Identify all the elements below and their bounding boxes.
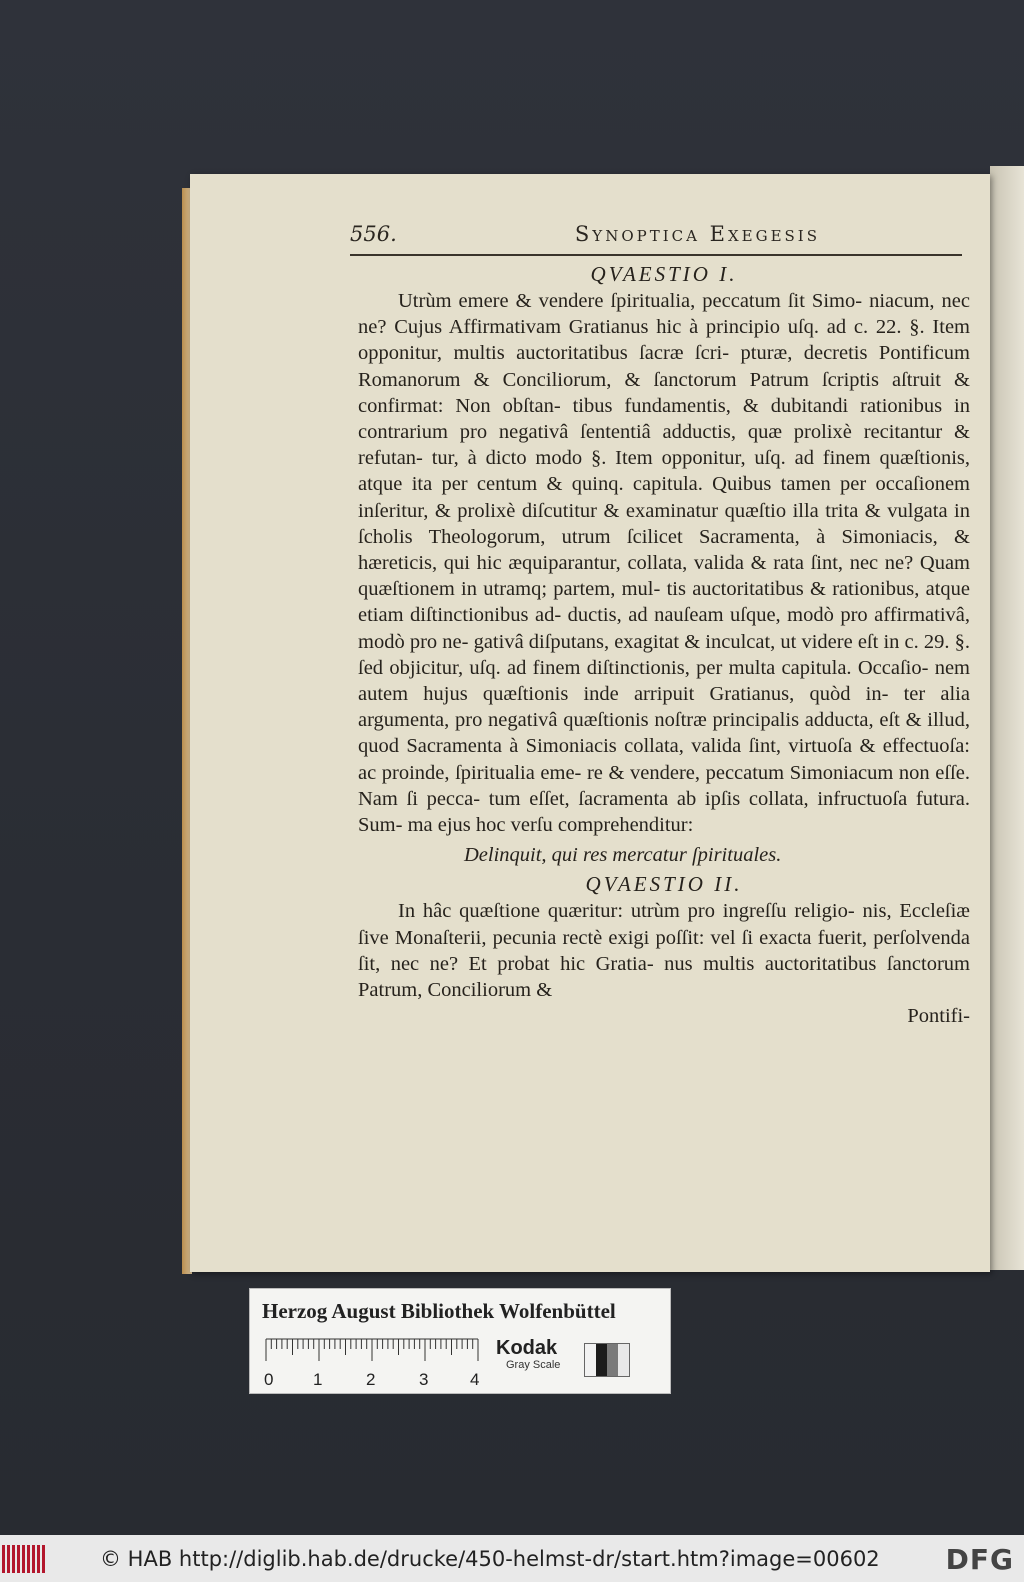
text-line: rata ſint, nec ne? Quam quæſtionem in utramq; partem, mul- — [358, 552, 971, 601]
copyright-url: © HAB http://diglib.hab.de/drucke/450-helmst-dr/start.htm?image=00602 — [100, 1546, 880, 1571]
text-line: exacta fuerit, perſolvenda ſit, nec ne? Et probat hic Gratia- — [358, 926, 970, 975]
ruler-icon — [262, 1335, 482, 1389]
running-title: Synoptica Exegesis — [574, 222, 820, 246]
text-line: nem autem hujus quæſtionis inde arripuit Gratianus, quòd in- — [358, 656, 970, 706]
text-line: & vulgata in ſcholis Theologorum, utrum ſcilicet Sacramenta, — [358, 499, 970, 548]
text-line: ductis, ad nauſeam uſque, modò pro affirmativâ, modò pro ne- — [358, 604, 970, 653]
text-line: tur, à dicto modo §. Item opponitur, uſq. ad finem quæſtionis, atque — [358, 447, 970, 496]
viewer-footer — [0, 1535, 1024, 1582]
quaestio-heading: QVAESTIO II. — [585, 872, 743, 897]
book-page — [190, 174, 990, 1272]
text-line: re & vendere, peccatum Simoniacum non eſſe. Nam ſi pecca- — [358, 761, 970, 810]
text-line: In hâc quæſtione quæritur: utrùm pro ingreſſu religio- — [398, 900, 863, 923]
grayscale-swatch — [584, 1343, 630, 1377]
text-line: ter alia argumenta, pro negativâ quæſtionis noſtræ principalis — [358, 683, 970, 732]
head-rule — [350, 254, 962, 256]
text-line: uſq. ad c. 22. §. Item opponitur, multis auctoritatibus ſacræ ſcri- — [358, 316, 971, 365]
text-line: tibus fundamentis, & dubitandi rationibus in contrarium pro — [358, 394, 970, 444]
ruler-number: 2 — [366, 1370, 376, 1389]
text-line: ſanctorum Patrum ſcriptis aſtruit & confirmat: Non obſtan- — [358, 368, 970, 417]
ruler-number: 3 — [419, 1370, 429, 1389]
text-line: valida ſint, virtuoſa & effectuoſa: ac proinde, ſpiritualia eme- — [358, 735, 970, 784]
text-line: Utrùm emere & vendere ſpiritualia, peccatum ſit Simo- — [398, 290, 870, 312]
text-line: nis, Eccleſiæ ſive Monaſterii, pecunia rectè exigi poſſit: vel ſi — [358, 900, 970, 949]
ruler-number: 0 — [264, 1370, 274, 1389]
text-line: pturæ, decretis Pontificum Romanorum & Conciliorum, & — [358, 342, 971, 391]
running-head — [350, 222, 970, 246]
ruler-number: 1 — [313, 1370, 323, 1389]
text-line: ita per centum & quinq. capitula. Quibus tamen per occaſionem — [411, 473, 970, 496]
text-line: objicitur, uſq. ad finem diſtinctionis, per multa capitula. Occaſio- — [389, 656, 935, 679]
text-line: inſeritur, & prolixè diſcutitur & examinatur quæſtio illa trita — [358, 499, 865, 522]
text-line: ma ejus hoc verſu comprehenditur: — [407, 814, 694, 837]
library-name: Herzog August Bibliothek Wolfenbüttel — [262, 1299, 616, 1323]
grayscale-caption: Gray Scale — [506, 1359, 561, 1371]
text-block — [358, 260, 970, 1029]
next-page-edge — [990, 166, 1024, 1270]
ruler-number: 4 — [470, 1370, 480, 1389]
quaestio-2-paragraph — [358, 898, 970, 1003]
hab-logo-icon — [2, 1544, 48, 1574]
text-line: tum eſſet, ſacramenta ab ipſis collata, infructuoſa futura. Sum- — [358, 787, 971, 837]
text-line: negativâ ſententiâ adductis, quæ prolixè recitantur & refutan- — [358, 421, 970, 470]
text-line: tis auctoritatibus & rationibus, atque etiam diſtinctionibus ad- — [358, 578, 970, 627]
text-line: nus multis auctoritatibus ſanctorum Patrum, Conciliorum & — [358, 952, 970, 1002]
kodak-brand: Kodak — [496, 1337, 558, 1359]
library-color-label — [249, 1288, 671, 1394]
quaestio-1-paragraph — [358, 288, 970, 838]
text-line: adducta, eſt & illud, quod Sacramenta à Simoniacis collata, — [358, 709, 970, 758]
quaestio-heading: QVAESTIO I. — [590, 262, 738, 286]
page-number: 556. — [350, 222, 397, 246]
dfg-logo: DFG — [945, 1543, 1014, 1576]
text-line: niacum, nec ne? Cujus Affirmativam Gratianus hic à principio — [358, 290, 970, 339]
text-line: à Simoniacis, & hæreticis, qui hic æquiparantur, collata, valida & — [358, 525, 970, 575]
verse-line: Delinquit, qui res mercatur ſpirituales. — [464, 844, 782, 867]
text-line: gativâ diſputans, exagitat & inculcat, ut videre eſt in c. 29. §. ſed — [358, 630, 970, 679]
catchword: Pontifi- — [907, 1005, 970, 1028]
